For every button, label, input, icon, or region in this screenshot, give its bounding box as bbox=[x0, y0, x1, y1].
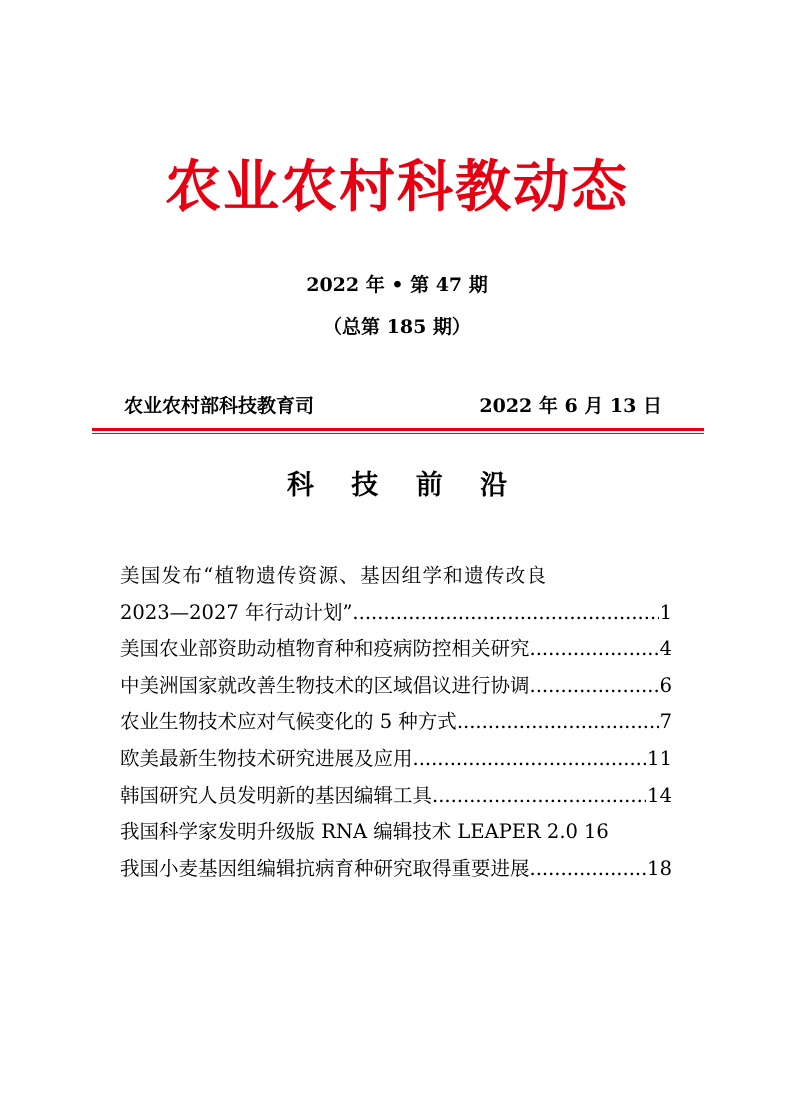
header-divider-thin bbox=[92, 433, 704, 434]
toc-leader-dots bbox=[530, 631, 659, 668]
issue-number: 2022 年 • 第 47 期 bbox=[306, 274, 488, 296]
toc-entry-1-line2[interactable] bbox=[120, 595, 672, 632]
toc-entry-5[interactable] bbox=[120, 741, 672, 778]
toc-entry-4[interactable] bbox=[120, 704, 672, 741]
toc-entry-6[interactable] bbox=[120, 778, 672, 815]
toc-leader-dots bbox=[530, 851, 647, 888]
toc-entry-8[interactable] bbox=[120, 851, 672, 888]
publisher-department: 农业农村部科技教育司 bbox=[124, 395, 315, 417]
table-of-contents bbox=[120, 558, 672, 887]
publish-date: 2022 年 6 月 13 日 bbox=[479, 395, 662, 417]
toc-leader-dots bbox=[457, 704, 659, 741]
toc-entry-title: 我国科学家发明升级版 RNA 编辑技术 LEAPER 2.0 bbox=[120, 820, 578, 844]
toc-entry-title: 中美洲国家就改善生物技术的区域倡议进行协调 bbox=[120, 673, 530, 697]
toc-entry-page: 7 bbox=[659, 710, 672, 734]
toc-leader-dots bbox=[530, 668, 659, 705]
toc-leader-dots bbox=[352, 595, 658, 632]
toc-entry-3[interactable] bbox=[120, 668, 672, 705]
issue-total: （总第 185 期） bbox=[323, 316, 471, 338]
toc-entry-page: 14 bbox=[647, 783, 672, 807]
toc-entry-page: 18 bbox=[647, 856, 672, 880]
toc-entry-2[interactable] bbox=[120, 631, 672, 668]
header-divider-thick bbox=[92, 428, 704, 431]
toc-entry-title: 欧美最新生物技术研究进展及应用 bbox=[120, 746, 413, 770]
toc-entry-1-line1[interactable] bbox=[120, 558, 672, 595]
toc-entry-title: 2023—2027 年行动计划” bbox=[120, 600, 353, 624]
toc-entry-page: 4 bbox=[659, 637, 672, 661]
toc-entry-title: 美国农业部资助动植物育种和疫病防控相关研究 bbox=[120, 637, 530, 661]
toc-entry-page: 6 bbox=[659, 673, 672, 697]
toc-leader-dots bbox=[432, 778, 646, 815]
toc-entry-page: 16 bbox=[583, 820, 609, 844]
masthead-title: 农业农村科教动态 bbox=[165, 154, 629, 220]
toc-entry-title: 农业生物技术应对气候变化的 5 种方式 bbox=[120, 710, 457, 734]
toc-entry-page: 1 bbox=[659, 600, 672, 624]
publisher-row bbox=[124, 393, 662, 419]
toc-entry-title: 我国小麦基因组编辑抗病育种研究取得重要进展 bbox=[120, 856, 530, 880]
toc-entry-title: 韩国研究人员发明新的基因编辑工具 bbox=[120, 783, 433, 807]
toc-entry-title: 美国发布“植物遗传资源、基因组学和遗传改良 bbox=[120, 564, 548, 587]
toc-leader-dots bbox=[413, 741, 647, 778]
section-title: 科 技 前 沿 bbox=[286, 470, 522, 501]
toc-entry-page: 11 bbox=[647, 746, 672, 770]
toc-entry-7[interactable] bbox=[120, 814, 672, 851]
